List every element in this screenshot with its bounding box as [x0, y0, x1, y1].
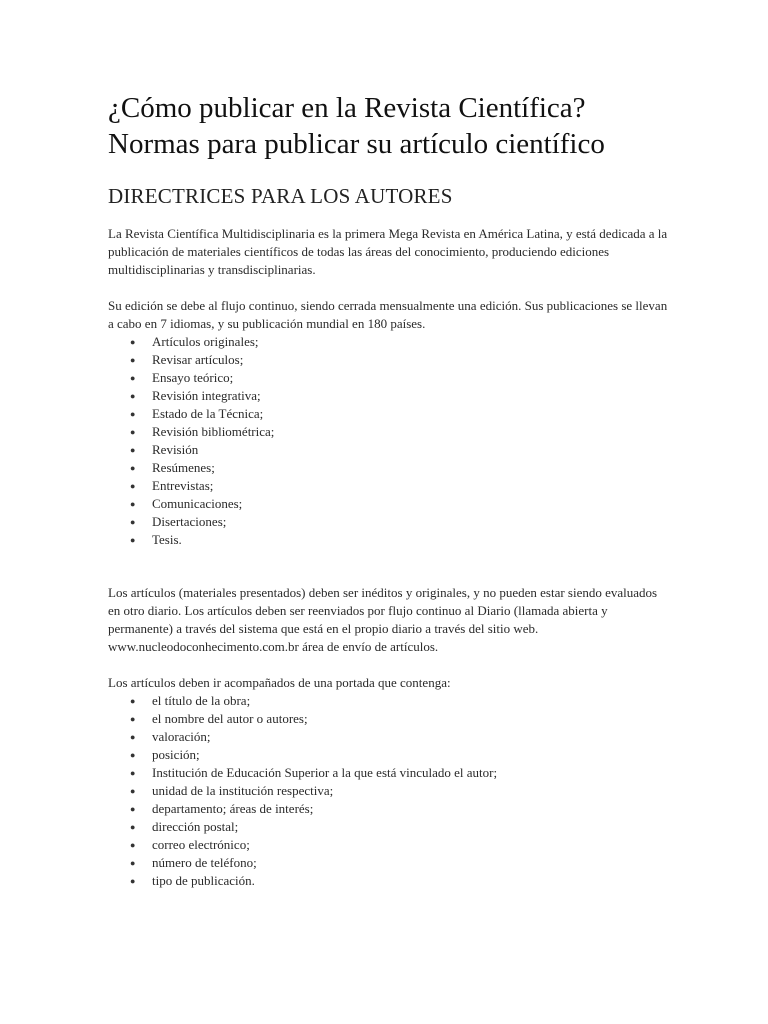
submission-paragraph: Los artículos (materiales presentados) deben ser inéditos y originales, y no pueden estar siendo evaluados en otro diario. Los artículos deben ser reenviados por flujo continuo al Diario (llamada abierta y permanente) a través del sistema que está en el propio diario a través del sitio web. www.nucleodoconhecimento.com.br área de envío de artículos. [108, 585, 658, 654]
list-item [108, 513, 668, 531]
page-title [108, 90, 668, 162]
list-item [108, 692, 668, 710]
list-item-text: Tesis. [152, 532, 182, 547]
list-item-text: Entrevistas; [152, 478, 214, 493]
list-item-text: unidad de la institución respectiva; [152, 783, 334, 798]
list-item-text: número de teléfono; [152, 855, 257, 870]
bullet-icon: ● [130, 804, 136, 814]
list-item-text: Revisar artículos; [152, 352, 244, 367]
list-item-text: Resúmenes; [152, 460, 215, 475]
list-item [108, 836, 668, 854]
list-item [108, 477, 668, 495]
bullet-icon: ● [130, 858, 136, 868]
list-item [108, 728, 668, 746]
bullet-icon: ● [130, 714, 136, 724]
bullet-icon: ● [130, 535, 136, 545]
title-line-1: ¿Cómo publicar en la Revista Científica? [108, 92, 586, 124]
list-item-text: Artículos originales; [152, 334, 259, 349]
list-item [108, 782, 668, 800]
bullet-icon: ● [130, 499, 136, 509]
list-item-text: tipo de publicación. [152, 873, 255, 888]
list-item-text: correo electrónico; [152, 837, 250, 852]
section-heading: DIRECTRICES PARA LOS AUTORES [108, 184, 453, 208]
list-item [108, 459, 668, 477]
bullet-icon: ● [130, 355, 136, 365]
list-item-text: Disertaciones; [152, 514, 227, 529]
list-item [108, 423, 668, 441]
article-types-list [108, 333, 668, 549]
bullet-icon: ● [130, 409, 136, 419]
list-item-text: Estado de la Técnica; [152, 406, 264, 421]
list-item-text: dirección postal; [152, 819, 239, 834]
bullet-icon: ● [130, 768, 136, 778]
list-item-text: posición; [152, 747, 200, 762]
list-item-text: Revisión [152, 442, 199, 457]
bullet-icon: ● [130, 427, 136, 437]
bullet-icon: ● [130, 876, 136, 886]
bullet-icon: ● [130, 517, 136, 527]
cover-page-requirements-list [108, 692, 668, 890]
cover-page-paragraph: Los artículos deben ir acompañados de una portada que contenga: [108, 675, 451, 690]
list-item [108, 854, 668, 872]
bullet-icon: ● [130, 750, 136, 760]
list-item-text: Institución de Educación Superior a la que está vinculado el autor; [152, 765, 498, 780]
list-item [108, 872, 668, 890]
list-item [108, 495, 668, 513]
spacer [108, 549, 668, 584]
list-item-text: el nombre del autor o autores; [152, 711, 308, 726]
list-item-text: Revisión bibliométrica; [152, 424, 275, 439]
bullet-icon: ● [130, 786, 136, 796]
bullet-icon: ● [130, 373, 136, 383]
list-item [108, 351, 668, 369]
bullet-icon: ● [130, 696, 136, 706]
bullet-icon: ● [130, 337, 136, 347]
list-item [108, 764, 668, 782]
list-item [108, 405, 668, 423]
bullet-icon: ● [130, 445, 136, 455]
bullet-icon: ● [130, 732, 136, 742]
list-item [108, 387, 668, 405]
list-item-text: Revisión integrativa; [152, 388, 261, 403]
list-item-text: departamento; áreas de interés; [152, 801, 314, 816]
bullet-icon: ● [130, 463, 136, 473]
list-item [108, 800, 668, 818]
list-item [108, 441, 668, 459]
list-item [108, 818, 668, 836]
bullet-icon: ● [130, 391, 136, 401]
list-item-text: Ensayo teórico; [152, 370, 234, 385]
list-item-text: valoración; [152, 729, 211, 744]
edition-paragraph: Su edición se debe al flujo continuo, siendo cerrada mensualmente una edición. Sus publicaciones se llevan a cabo en 7 idiomas, y su publicación mundial en 180 países. [108, 298, 668, 331]
list-item [108, 531, 668, 549]
list-item [108, 746, 668, 764]
list-item-text: Comunicaciones; [152, 496, 243, 511]
title-line-2: Normas para publicar su artículo científico [108, 128, 605, 160]
bullet-icon: ● [130, 822, 136, 832]
list-item [108, 710, 668, 728]
intro-paragraph: La Revista Científica Multidisciplinaria es la primera Mega Revista en América Latina, y está dedicada a la publicación de materiales científicos de todas las áreas del conocimiento, produciendo ediciones multidisciplinarias y transdisciplinarias. [108, 226, 668, 277]
bullet-icon: ● [130, 481, 136, 491]
list-item [108, 333, 668, 351]
list-item-text: el título de la obra; [152, 693, 251, 708]
bullet-icon: ● [130, 840, 136, 850]
document-page [108, 90, 668, 890]
list-item [108, 369, 668, 387]
